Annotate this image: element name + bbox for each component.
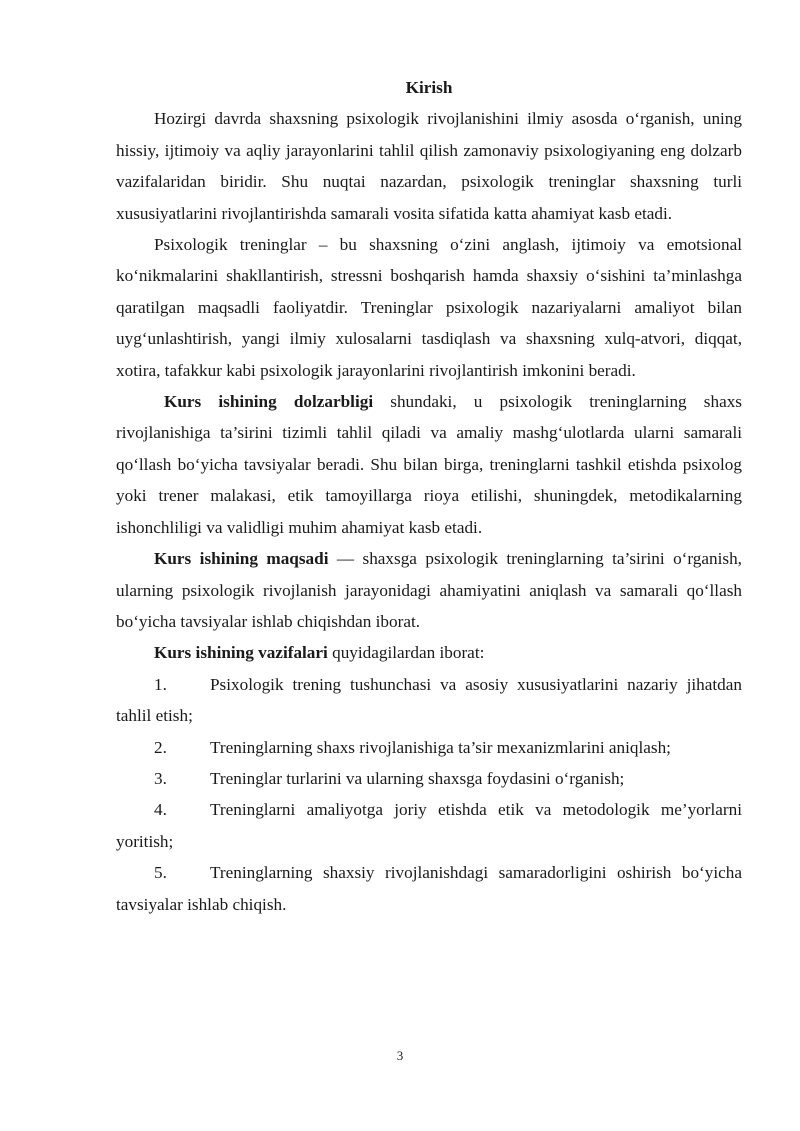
list-item (116, 794, 742, 857)
section-title: Kirish (405, 78, 453, 97)
list-item-text: Psixologik trening tushunchasi va asosiy xususiyatlarini nazariy jihatdan tahlil etish; (116, 674, 742, 726)
goal-paragraph (116, 543, 742, 637)
relevance-label: Kurs ishining dolzarbligi (164, 392, 374, 412)
intro-paragraph: Hozirgi davrda shaxsning psixologik rivojlanishini ilmiy asosda o‘rganish, uning hissiy, ijtimoiy va aqliy jarayonlarini tahlil qilish zamonaviy psixologiyaning eng dolzarb vazifalaridan biridir. Shu nuqtai nazardan, psixologik treninglar shaxsning turli xususiyatlarini rivojlantirishda samarali vosita sifatida katta ahamiyat kasb etadi. (116, 109, 742, 223)
list-item (116, 857, 742, 920)
list-item (116, 763, 742, 794)
list-item-number: 3. (154, 768, 167, 788)
tasks-label: Kurs ishining vazifalari (154, 643, 328, 663)
document-body (116, 72, 742, 920)
trainings-paragraph: Psixologik treninglar – bu shaxsning o‘zini anglash, ijtimoiy va emotsional ko‘nikmalarini shakllantirish, stressni boshqarish hamda shaxsiy o‘sishini ta’minlashga qaratilgan maqsadli faoliyatdir. Treninglar psixologik nazariyalarni amaliyot bilan uyg‘unlashtirish, yangi ilmiy xulosalarni tasdiqlash va shaxsning xulq-atvori, diqqat, xotira, tafakkur kabi psixologik jarayonlarini rivojlantirish imkonini beradi. (116, 235, 742, 380)
page-number: 3 (396, 1048, 404, 1063)
relevance-text: shundaki, u psixologik treninglarning shaxs rivojlanishiga ta’sirini tizimli tahlil qiladi va amaliy mashg‘ulotlarda ularni samarali qo‘llash bo‘yicha tavsiyalar beradi. Shu bilan birga, treninglarni tashkil etishda psixolog yoki trener malakasi, etik tamoyillarga rioya etilishi, shuningdek, metodikalarning ishonchliligi va validligi muhim ahamiyat kasb etadi. (116, 392, 742, 537)
tasks-intro-paragraph (116, 637, 742, 668)
list-item-number: 2. (154, 737, 167, 757)
tasks-intro-text: quyidagilardan iborat: (327, 643, 485, 663)
goal-label: Kurs ishining maqsadi (154, 549, 329, 569)
relevance-paragraph (116, 386, 742, 543)
list-item-text: Treninglarning shaxs rivojlanishiga ta’sir mexanizmlarini aniqlash; (210, 737, 671, 757)
list-item (116, 669, 742, 732)
list-item-number: 4. (154, 800, 167, 820)
goal-text: — shaxsga psixologik treninglarning ta’sirini o‘rganish, ularning psixologik rivojlanish jarayonidagi ahamiyatini aniqlash va samarali qo‘llash bo‘yicha tavsiyalar ishlab chiqishdan iborat. (116, 549, 742, 631)
list-item-text: Treninglarni amaliyotga joriy etishda etik va metodologik me’yorlarni yoritish; (116, 800, 742, 851)
list-item-number: 5. (154, 863, 167, 883)
list-item (116, 732, 742, 763)
list-item-text: Treninglar turlarini va ularning shaxsga foydasini o‘rganish; (210, 768, 625, 788)
list-item-text: Treninglarning shaxsiy rivojlanishdagi samaradorligini oshirish bo‘yicha tavsiyalar ishlab chiqish. (116, 863, 742, 914)
list-item-number: 1. (154, 674, 167, 694)
